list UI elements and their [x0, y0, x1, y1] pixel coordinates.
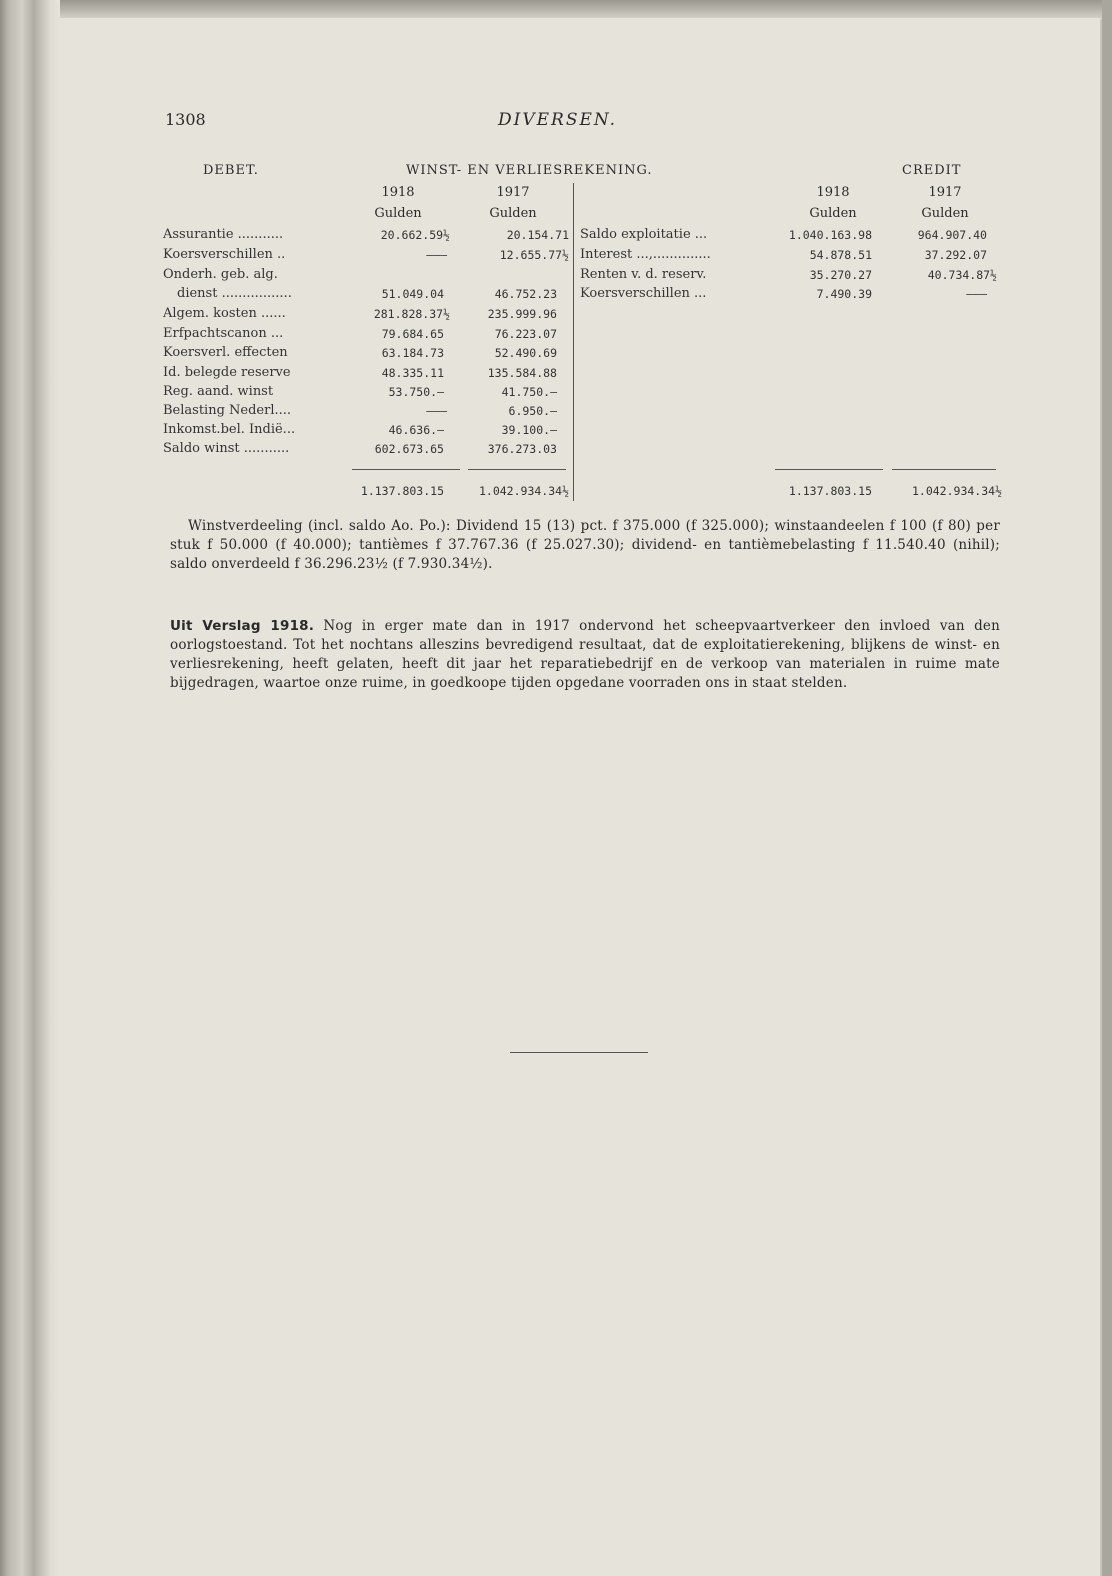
debet-value-1918: 281.828.37½	[373, 307, 450, 321]
debet-value-1918: 46.636.—	[388, 423, 444, 437]
credit-year-1917: 1917	[928, 185, 962, 200]
debet-value-1918: ———	[426, 404, 447, 418]
debet-value-1917: 46.752.23	[494, 287, 557, 301]
credit-value-1917: 37.292.07	[924, 248, 987, 262]
debet-total-1918: 1.137.803.15	[360, 484, 444, 498]
debet-label: Koersverschillen ..	[163, 247, 286, 262]
debet-total-1917: 1.042.934.34½	[478, 484, 569, 498]
debet-value-1917: 20.154.71	[506, 228, 569, 242]
debet-label: dienst .................	[177, 286, 292, 301]
debet-value-1918: 53.750.—	[388, 385, 444, 399]
credit-total-1917: 1.042.934.34½	[911, 484, 1002, 498]
debet-total-rule-1917	[468, 469, 566, 470]
debet-value-1917: 135.584.88	[487, 366, 557, 380]
debet-value-1918: 20.662.59½	[380, 228, 450, 242]
table-center-divider	[573, 183, 574, 501]
verslag-paragraph	[170, 617, 1000, 693]
credit-label: Saldo exploitatie ...	[580, 227, 708, 242]
debet-heading: DEBET.	[203, 163, 259, 178]
running-head: DIVERSEN.	[498, 110, 618, 130]
credit-unit-1917: Gulden	[921, 206, 969, 221]
debet-value-1917: 39.100.—	[501, 423, 557, 437]
credit-value-1918: 7.490.39	[816, 287, 872, 301]
credit-total-rule-1917	[892, 469, 996, 470]
scan-right-edge	[1102, 0, 1112, 1576]
table-title: WINST- EN VERLIESREKENING.	[406, 163, 653, 178]
closing-rule	[510, 1052, 648, 1053]
debet-value-1918: 602.673.65	[374, 442, 444, 456]
credit-value-1918: 1.040.163.98	[788, 228, 872, 242]
credit-label: Interest ...,..............	[580, 247, 711, 262]
credit-heading: CREDIT	[902, 163, 962, 178]
debet-value-1917: 12.655.77½	[499, 248, 569, 262]
debet-total-rule-1918	[352, 469, 460, 470]
debet-year-1917: 1917	[496, 185, 530, 200]
verslag-heading: Uit Verslag 1918.	[170, 618, 315, 634]
debet-label: Reg. aand. winst	[163, 384, 274, 399]
debet-label: Belasting Nederl....	[163, 403, 292, 418]
debet-label: Onderh. geb. alg.	[163, 267, 278, 282]
credit-total-rule-1918	[775, 469, 883, 470]
debet-label: Assurantie ...........	[163, 227, 284, 242]
credit-value-1918: 54.878.51	[809, 248, 872, 262]
debet-value-1918: 48.335.11	[381, 366, 444, 380]
debet-value-1918: ———	[426, 248, 447, 262]
credit-value-1917: ———	[966, 287, 987, 301]
credit-label: Renten v. d. reserv.	[580, 267, 707, 282]
debet-value-1917: 52.490.69	[494, 346, 557, 360]
debet-label: Erfpachtscanon ...	[163, 326, 284, 341]
debet-value-1918: 51.049.04	[381, 287, 444, 301]
debet-year-1918: 1918	[381, 185, 415, 200]
debet-value-1917: 41.750.—	[501, 385, 557, 399]
debet-value-1918: 63.184.73	[381, 346, 444, 360]
debet-label: Id. belegde reserve	[163, 365, 291, 380]
scan-top-shadow	[0, 0, 1112, 20]
debet-label: Inkomst.bel. Indië...	[163, 422, 296, 437]
book-binding-edge	[0, 0, 60, 1576]
page-number: 1308	[165, 110, 206, 129]
debet-value-1918: 79.684.65	[381, 327, 444, 341]
verslag-text: Nog in erger mate dan in 1917 ondervond het scheepvaartverkeer den invloed van den oorlogstoestand. Tot het nochtans alleszins bevredigend resultaat, dat de exploitatierekening, blijkens de winst- en verliesrekening, heeft gelaten, heeft dit jaar het reparatiebedrijf en de verkoop van materialen in ruime mate bijgedragen, waartoe onze ruime, in goedkoope tijden opgedane voorraden ons in staat stelden.	[170, 618, 1000, 691]
credit-year-1918: 1918	[816, 185, 850, 200]
debet-value-1917: 376.273.03	[487, 442, 557, 456]
debet-value-1917: 76.223.07	[494, 327, 557, 341]
debet-unit-1917: Gulden	[489, 206, 537, 221]
debet-label: Koersverl. effecten	[163, 345, 288, 360]
winstverdeeling-paragraph: Winstverdeeling (incl. saldo Ao. Po.): Dividend 15 (13) pct. f 375.000 (f 325.000); winstaandeelen f 100 (f 80) per stuk f 50.000 (f 40.000); tantièmes f 37.767.36 (f 25.027.30); dividend- en tantièmebelasting f 11.540.40 (nihil); saldo onverdeeld f 36.296.23½ (f 7.930.34½).	[170, 518, 1000, 572]
debet-unit-1918: Gulden	[374, 206, 422, 221]
debet-value-1917: 6.950.—	[508, 404, 557, 418]
credit-value-1918: 35.270.27	[809, 268, 872, 282]
debet-label: Saldo winst ...........	[163, 441, 290, 456]
debet-label: Algem. kosten ......	[163, 306, 286, 321]
credit-unit-1918: Gulden	[809, 206, 857, 221]
credit-total-1918: 1.137.803.15	[788, 484, 872, 498]
debet-value-1917: 235.999.96	[487, 307, 557, 321]
credit-value-1917: 40.734.87½	[927, 268, 997, 282]
credit-label: Koersverschillen ...	[580, 286, 707, 301]
credit-value-1917: 964.907.40	[917, 228, 987, 242]
